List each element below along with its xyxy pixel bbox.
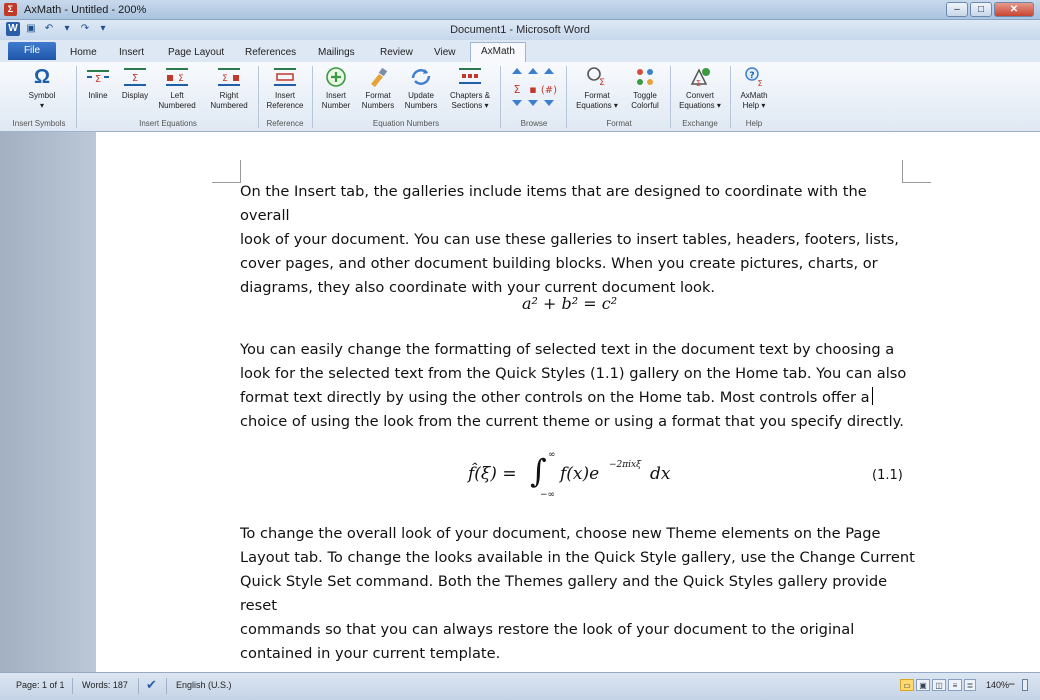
minimize-button[interactable]: – (946, 2, 968, 17)
equation-fourier[interactable]: f̂(ξ) = ∫ ∞ −∞ f(x)e −2πixξ dx (468, 450, 671, 500)
save-icon[interactable]: ▣ (26, 23, 36, 34)
svg-text:▪: ▪ (529, 83, 537, 96)
tab-mailings[interactable]: Mailings (318, 47, 355, 58)
paragraph-2[interactable]: You can easily change the formatting of selected text in the document text by choosing a look for the selected text from the Quick Styles (1.1) gallery on the Home tab. You can also format text directly by using the other controls on the Home tab. Most controls offer a choice of using the look from the current theme or using a format that you specify directly. (240, 341, 907, 430)
status-separator (138, 678, 139, 694)
axmath-help-button[interactable]: ? Σ AxMath Help ▾ (734, 64, 774, 111)
format-equations-button[interactable]: Σ Format Equations ▾ (572, 64, 622, 111)
right-numbered-button[interactable]: Σ Right Numbered (206, 64, 252, 111)
zoom-slider[interactable] (1022, 679, 1028, 691)
maximize-button[interactable]: □ (970, 2, 992, 17)
browse-controls (506, 64, 562, 114)
svg-text:Σ: Σ (513, 83, 521, 96)
ribbon-separator (76, 66, 77, 128)
insert-number-button[interactable]: Insert Number (316, 64, 356, 111)
svg-text:Σ: Σ (178, 74, 184, 84)
toggle-colorful-button[interactable]: Toggle Colorful (624, 64, 666, 111)
inline-equation-icon (86, 66, 110, 88)
ribbon-separator (312, 66, 313, 128)
web-layout-view-icon[interactable]: ◫ (932, 679, 946, 691)
group-label-reference: Reference (266, 119, 304, 128)
convert-equations-button[interactable]: Σ Convert Equations ▾ (674, 64, 726, 111)
svg-text:Σ: Σ (131, 73, 139, 84)
format-numbers-button[interactable]: Format Numbers (358, 64, 398, 111)
axmath-titlebar (0, 0, 1040, 20)
svg-text:Σ: Σ (696, 79, 702, 88)
tab-axmath[interactable]: AxMath (470, 42, 526, 63)
ribbon-separator (670, 66, 671, 128)
group-label-browse: Browse (520, 119, 548, 128)
svg-text:Σ: Σ (599, 78, 605, 88)
left-margin-area (0, 132, 96, 672)
word-logo-icon[interactable]: W (6, 22, 20, 36)
language[interactable]: English (U.S.) (176, 680, 232, 690)
ribbon (0, 62, 1040, 132)
draft-view-icon[interactable]: ≣ (964, 679, 976, 691)
text-cursor (872, 387, 873, 405)
left-numbered-icon (165, 66, 189, 88)
update-numbers-button[interactable]: Update Numbers (400, 64, 442, 111)
left-numbered-button[interactable]: Σ Left Numbered (156, 64, 198, 111)
zoom-level[interactable]: 140% (986, 680, 1010, 690)
svg-text:(#): (#) (540, 85, 558, 96)
display-button[interactable]: Σ Display (118, 64, 152, 101)
print-layout-view-icon[interactable]: ▭ (900, 679, 914, 691)
group-label-help: Help (745, 119, 763, 128)
document-page[interactable] (96, 132, 1040, 672)
outline-view-icon[interactable]: ≡ (948, 679, 962, 691)
equation-number: (1.1) (872, 468, 903, 483)
redo-icon[interactable]: ↷ (80, 23, 90, 34)
axmath-window-controls (946, 2, 1034, 17)
svg-text:Σ: Σ (757, 79, 763, 88)
word-titlebar (0, 20, 1040, 40)
dropdown-icon[interactable]: ▾ (64, 23, 70, 34)
chapters-icon (458, 66, 482, 88)
status-bar (0, 672, 1040, 700)
add-number-icon (324, 66, 348, 88)
document-workspace (0, 132, 1040, 672)
undo-icon[interactable]: ↶ (44, 23, 54, 34)
tab-references[interactable]: References (245, 47, 297, 58)
chapters-sections-button[interactable]: Chapters & Sections ▾ (444, 64, 496, 111)
page-count[interactable]: Page: 1 of 1 (16, 680, 65, 690)
colorful-icon (633, 66, 657, 88)
tab-insert[interactable]: Insert (119, 47, 145, 58)
ribbon-separator (566, 66, 567, 128)
browse-arrows-icon[interactable] (506, 64, 562, 110)
proofing-icon[interactable]: ✔ (146, 677, 157, 692)
ribbon-separator (258, 66, 259, 128)
svg-text:Σ: Σ (94, 74, 102, 85)
brush-icon (366, 66, 390, 88)
insert-reference-icon (273, 66, 297, 88)
tab-review[interactable]: Review (380, 47, 413, 58)
paragraph-1[interactable]: On the Insert tab, the galleries include items that are designed to coordinate with the overall look of your document. You can use these galleries to insert tables, headers, footers, lists, cover pages, and other document building blocks. When you create pictures, charts, or diagrams, they also coordinate with your current document look. (240, 183, 899, 296)
ribbon-separator (730, 66, 731, 128)
group-label-insert-equations: Insert Equations (139, 119, 197, 128)
refresh-icon (409, 66, 433, 88)
ribbon-separator (500, 66, 501, 128)
customize-qat-icon[interactable]: ▾ (100, 23, 106, 34)
word-count[interactable]: Words: 187 (82, 680, 128, 690)
insert-reference-button[interactable]: Insert Reference (262, 64, 308, 111)
margin-corner-left (212, 160, 241, 183)
paragraph-3[interactable]: To change the overall look of your document, choose new Theme elements on the Page Layout tab. To change the looks available in the Quick Style gallery, use the Change Current Quick Style Set command. Both the Themes gallery and the Quick Styles gallery provide reset commands so that you can always restore the look of your document to the original contained in your current template. (240, 525, 915, 662)
tab-page-layout[interactable]: Page Layout (168, 47, 225, 58)
format-equations-icon (585, 66, 609, 88)
inline-button[interactable]: Σ Inline (82, 64, 114, 101)
tab-file[interactable]: File (8, 42, 56, 60)
group-label-exchange: Exchange (682, 119, 718, 128)
group-label-insert-symbols: Insert Symbols (12, 119, 66, 128)
help-icon (742, 66, 766, 88)
display-equation-icon (123, 66, 147, 88)
svg-text:Σ: Σ (222, 74, 228, 84)
full-screen-view-icon[interactable]: ▣ (916, 679, 930, 691)
group-label-equation-numbers: Equation Numbers (372, 119, 440, 128)
omega-icon: Ω (33, 66, 51, 88)
symbol-button[interactable]: Ω Symbol ▾ (28, 66, 56, 110)
equation-pythagoras[interactable]: a² + b² = c² (522, 294, 618, 313)
axmath-window-title: AxMath - Untitled - 200% (24, 4, 147, 16)
tab-view[interactable]: View (434, 47, 456, 58)
integral-sign: ∫ (530, 452, 547, 490)
document-title: Document1 - Microsoft Word (450, 24, 590, 36)
svg-text:?: ? (749, 71, 755, 81)
status-separator (166, 678, 167, 694)
axmath-app-icon: Σ (4, 3, 17, 16)
zoom-out-icon[interactable]: − (1008, 677, 1016, 691)
tab-home[interactable]: Home (70, 47, 97, 58)
close-button[interactable]: ✕ (994, 2, 1034, 17)
status-separator (72, 678, 73, 694)
right-numbered-icon (217, 66, 241, 88)
ribbon-tabs (0, 40, 1040, 62)
group-label-format: Format (606, 119, 632, 128)
convert-icon (688, 66, 712, 88)
